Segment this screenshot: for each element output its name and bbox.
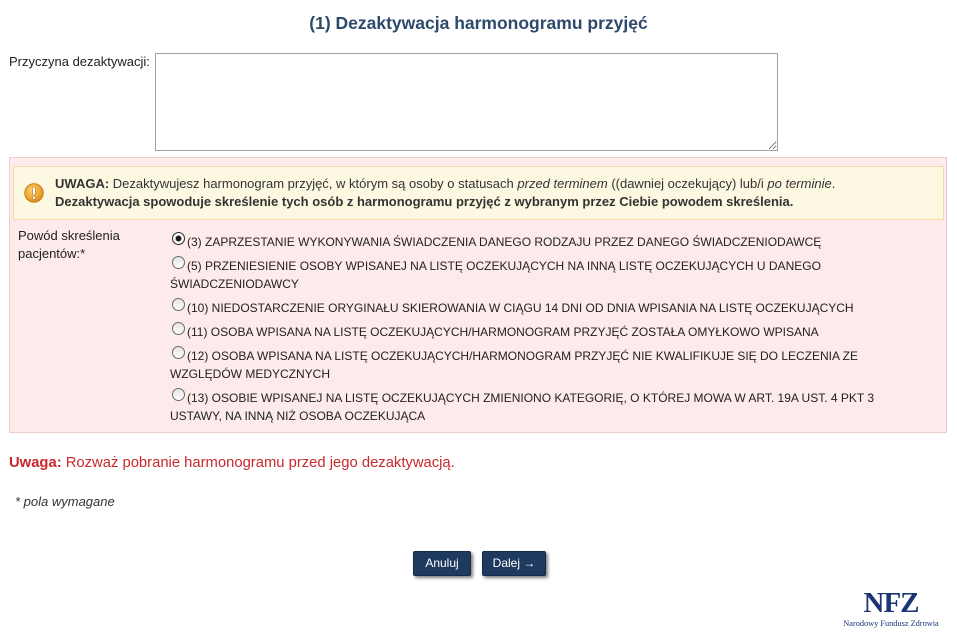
reason-option-label: (12) OSOBA WPISANA NA LISTĘ OCZEKUJĄCYCH/HARMONOGRAM PRZYJĘĆ NIE KWALIFIKUJE SIĘ DO LECZENIA ZE WZGLĘDÓW MEDYCZNYCH <box>170 349 859 381</box>
reason-radio-3[interactable] <box>172 232 185 245</box>
nfz-logo-mark: NFZ <box>863 587 919 619</box>
removal-reason-panel <box>9 157 947 433</box>
reason-option-label: (10) NIEDOSTARCZENIE ORYGINAŁU SKIEROWANIA W CIĄGU 14 DNI OD DNIA WPISANIA NA LISTĘ OCZEKUJĄCYCH <box>187 301 854 315</box>
warning-status-after-term: po terminie <box>767 176 832 191</box>
warning-line-status <box>55 175 835 193</box>
reason-option-13[interactable] <box>170 389 910 425</box>
reason-option-label: (13) OSOBIE WPISANEJ NA LISTĘ OCZEKUJĄCYCH ZMIENIONO KATEGORIĘ, O KTÓREJ MOWA W ART. 19A UST. 4 PKT 3 USTAWY, NA INNĄ NIŻ OSOBA OCZEKUJĄCA <box>170 391 875 423</box>
warning-box <box>13 166 944 220</box>
required-fields-note: * pola wymagane <box>15 494 115 509</box>
reason-option-label: (5) PRZENIESIENIE OSOBY WPISANEJ NA LISTĘ OCZEKUJĄCYCH NA INNĄ LISTĘ OCZEKUJĄCYCH U DANEGO ŚWIADCZENIODAWCY <box>170 259 821 291</box>
warning-icon <box>24 183 44 203</box>
nfz-logo <box>840 588 942 630</box>
reason-option-12[interactable] <box>170 347 910 383</box>
warning-prefix: UWAGA: <box>55 176 110 191</box>
deactivation-reason-label: Przyczyna dezaktywacji: <box>9 54 150 69</box>
reason-option-5[interactable] <box>170 257 910 293</box>
nfz-logo-subtitle: Narodowy Fundusz Zdrowia <box>843 619 939 628</box>
reason-radio-12[interactable] <box>172 346 185 359</box>
reason-option-label: (3) ZAPRZESTANIE WYKONYWANIA ŚWIADCZENIA DANEGO RODZAJU PRZEZ DANEGO ŚWIADCZENIODAWCĘ <box>187 235 822 249</box>
download-schedule-notice <box>9 453 455 473</box>
reason-option-3[interactable] <box>170 233 910 251</box>
warning-status-before-term: przed terminem <box>517 176 608 191</box>
reason-option-11[interactable] <box>170 323 910 341</box>
reason-radio-11[interactable] <box>172 322 185 335</box>
reason-option-10[interactable] <box>170 299 910 317</box>
warning-text-part: ((dawniej oczekujący) lub/i <box>607 176 768 191</box>
removal-reason-label: Powód skreślenia pacjentów:* <box>18 228 120 261</box>
deactivation-reason-input[interactable] <box>155 53 778 151</box>
removal-reason-options <box>170 233 910 431</box>
warning-text <box>55 175 835 211</box>
cancel-button[interactable]: Anuluj <box>413 551 471 576</box>
reason-radio-13[interactable] <box>172 388 185 401</box>
next-button[interactable]: Dalej → <box>482 551 546 576</box>
notice-prefix: Uwaga: <box>9 455 62 471</box>
reason-radio-10[interactable] <box>172 298 185 311</box>
reason-radio-5[interactable] <box>172 256 185 269</box>
warning-text-part: . <box>831 176 836 191</box>
warning-text-part: Dezaktywujesz harmonogram przyjęć, w którym są osoby o statusach <box>109 176 518 191</box>
warning-consequence: Dezaktywacja spowoduje skreślenie tych osób z harmonogramu przyjęć z wybranym przez Ciebie powodem skreślenia. <box>55 194 794 209</box>
reason-option-label: (11) OSOBA WPISANA NA LISTĘ OCZEKUJĄCYCH/HARMONOGRAM PRZYJĘĆ ZOSTAŁA OMYŁKOWO WPISANA <box>187 325 819 339</box>
notice-text: Rozważ pobranie harmonogramu przed jego dezaktywacją. <box>61 455 455 471</box>
page-title: (1) Dezaktywacja harmonogramu przyjęć <box>309 13 648 33</box>
